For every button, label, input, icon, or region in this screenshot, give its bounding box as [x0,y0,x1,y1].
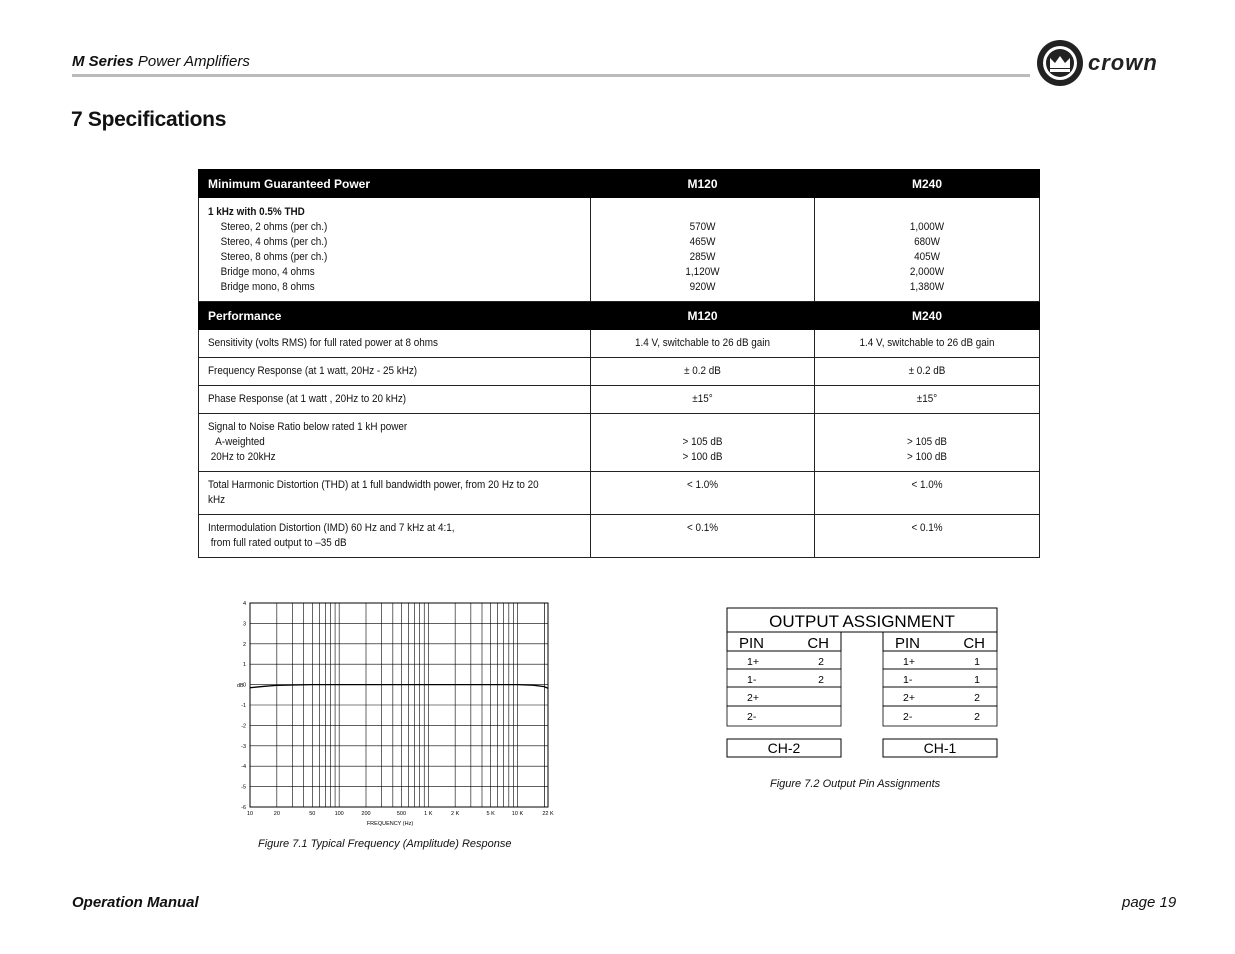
pin-left-ch-header: CH [807,635,829,652]
sensitivity-m240: 1.4 V, switchable to 26 dB gain [859,337,995,349]
pin-left-row-box [727,706,841,726]
power-block-title: 1 kHz with 0.5% THD [208,206,305,218]
power-label-0: Stereo, 2 ohms (per ch.) [220,221,328,233]
frequency-response-row [199,358,1040,386]
snr-row [199,414,1040,472]
pin-right-ch-value: 2 [974,692,980,704]
performance-header-label: Performance [199,302,591,330]
footer-page-number: page 19 [1122,894,1177,911]
power-label-2: Stereo, 8 ohms (per ch.) [220,251,328,263]
power-m120-3: 1,120W [685,266,720,278]
pin-right-pin-value: 1- [903,674,913,686]
pin-left-pin-value: 1+ [747,656,759,668]
document-series-title: M Series Power Amplifiers [72,53,250,70]
pin-left-ch-value: 2 [818,674,824,686]
pin-right-pin-value: 1+ [903,656,915,668]
chart-x-tick-label: 100 [334,811,344,817]
power-header-label: Minimum Guaranteed Power [199,170,591,198]
chart-y-tick-label: -3 [241,743,246,750]
chart-y-tick-label: 1 [242,662,246,669]
chart-x-tick-label: 50 [309,811,316,817]
power-m120-1: 465W [689,236,716,248]
snr-m120-1: > 105 dB [682,436,723,448]
pin-table-left [727,632,841,757]
imd-row [199,515,1040,558]
chart-y-tick-label: -4 [241,764,246,771]
footer-manual-title: Operation Manual [72,894,199,911]
pin-right-pin-value: 2+ [903,692,915,704]
imd-m240: < 0.1% [911,522,943,534]
chart-y-tick-label: 4 [242,601,246,607]
pin-table-right [883,632,997,757]
chart-x-tick-label: 500 [396,811,407,817]
snr-m120-2: > 100 dB [682,451,723,463]
frequency-response-label: Frequency Response (at 1 watt, 20Hz - 25 kHz) [208,365,418,377]
phase-response-m240: ±15° [916,393,938,405]
crown-logo [1036,38,1186,90]
power-header-m120: M120 [591,170,815,198]
pin-left-channel-label: CH-2 [767,740,801,756]
chart-y-label: dB [237,683,244,689]
phase-response-label: Phase Response (at 1 watt , 20Hz to 20 kHz) [208,393,407,405]
pin-left-row-box [727,687,841,706]
sensitivity-label: Sensitivity (volts RMS) for full rated power at 8 ohms [208,337,438,349]
figure-7-2-caption: Figure 7.2 Output Pin Assignments [770,778,941,790]
phase-response-row [199,386,1040,414]
chart-x-tick-label: 200 [361,811,371,817]
chart-grid [250,603,548,807]
pin-title: OUTPUT ASSIGNMENT [769,612,955,631]
snr-label: Signal to Noise Ratio below rated 1 kH power [208,421,408,433]
power-header-m240: M240 [815,170,1040,198]
imd-label-line1: Intermodulation Distortion (IMD) 60 Hz and 7 kHz at 4:1, [208,522,455,534]
output-pin-assignment-diagram [726,606,1000,762]
svg-text:crown: crown [1088,50,1158,75]
snr-m240-1: > 105 dB [907,436,947,448]
pin-left-pin-header: PIN [739,635,765,652]
chart-x-tick-label: 10 [246,811,254,817]
chart-y-tick-label: 3 [242,621,246,628]
frequency-response-chart [228,596,558,832]
pin-left-pin-value: 2- [747,711,757,723]
performance-header-m120: M120 [591,302,815,330]
pin-left-pin-value: 1- [747,674,757,686]
chart-y-ticks [241,601,246,811]
power-rows [199,198,1040,302]
pin-right-ch-value: 2 [974,711,980,723]
chart-y-tick-label: -1 [241,703,246,709]
sensitivity-row [199,330,1040,358]
snr-sub-a-weighted: A-weighted [215,436,265,448]
power-m120-4: 920W [689,281,716,293]
chart-y-tick-label: -6 [241,805,246,811]
chart-y-tick-label: 2 [242,641,246,648]
pin-left-pin-value: 2+ [747,692,759,704]
power-m120-0: 570W [689,221,716,233]
power-m240-0: 1,000W [909,221,945,233]
figure-7-1-caption: Figure 7.1 Typical Frequency (Amplitude) Response [258,838,512,850]
performance-header-m240: M240 [815,302,1040,330]
snr-m240-2: > 100 dB [907,451,947,463]
chart-x-tick-label: 22 K [542,811,554,817]
chart-x-tick-label: 10 K [511,811,524,817]
sensitivity-m120: 1.4 V, switchable to 26 dB gain [634,337,771,349]
header-rule [72,74,1030,77]
thd-m240: < 1.0% [911,479,943,491]
pin-right-pin-value: 2- [903,711,913,723]
frequency-response-m240: ± 0.2 dB [908,365,946,377]
pin-right-pin-header: PIN [895,635,921,652]
power-m240-1: 680W [914,236,940,248]
thd-label: Total Harmonic Distortion (THD) at 1 full bandwidth power, from 20 Hz to 20 kHz [208,479,539,506]
chart-x-tick-label: 20 [273,811,280,817]
chart-y-tick-label: -5 [241,784,246,791]
thd-row [199,472,1040,515]
chart-series-line [250,685,548,689]
power-m120-2: 285W [689,251,716,263]
phase-response-m120: ±15° [692,393,713,405]
power-m240-3: 2,000W [909,266,945,278]
power-label-4: Bridge mono, 8 ohms [220,281,315,293]
pin-right-ch-value: 1 [974,674,980,686]
chart-x-ticks [247,811,554,817]
chart-x-tick-label: 5 K [486,811,495,817]
pin-left-ch-value: 2 [818,656,824,668]
chart-x-tick-label: 2 K [451,811,460,817]
chart-x-label: FREQUENCY (Hz) [366,821,414,827]
power-label-1: Stereo, 4 ohms (per ch.) [220,236,328,248]
power-header-row [199,170,1040,198]
pin-right-ch-header: CH [963,635,985,652]
performance-header-row [199,302,1040,330]
imd-m120: < 0.1% [686,522,719,534]
chart-y-tick-label: -2 [241,723,246,730]
imd-label-line2: from full rated output to –35 dB [210,537,347,549]
pin-right-ch-value: 1 [974,656,980,668]
specifications-table [198,169,1040,558]
power-m240-4: 1,380W [909,281,945,293]
pin-right-channel-label: CH-1 [923,740,957,756]
power-m240-2: 405W [914,251,940,263]
frequency-response-m120: ± 0.2 dB [684,365,721,377]
snr-sub-range: 20Hz to 20kHz [210,451,276,463]
power-label-3: Bridge mono, 4 ohms [220,266,315,278]
chart-x-tick-label: 1 K [424,811,433,817]
section-title: 7 Specifications [71,108,227,131]
chart-y-tick-label: 0 [242,682,246,689]
thd-m120: < 1.0% [686,479,719,491]
